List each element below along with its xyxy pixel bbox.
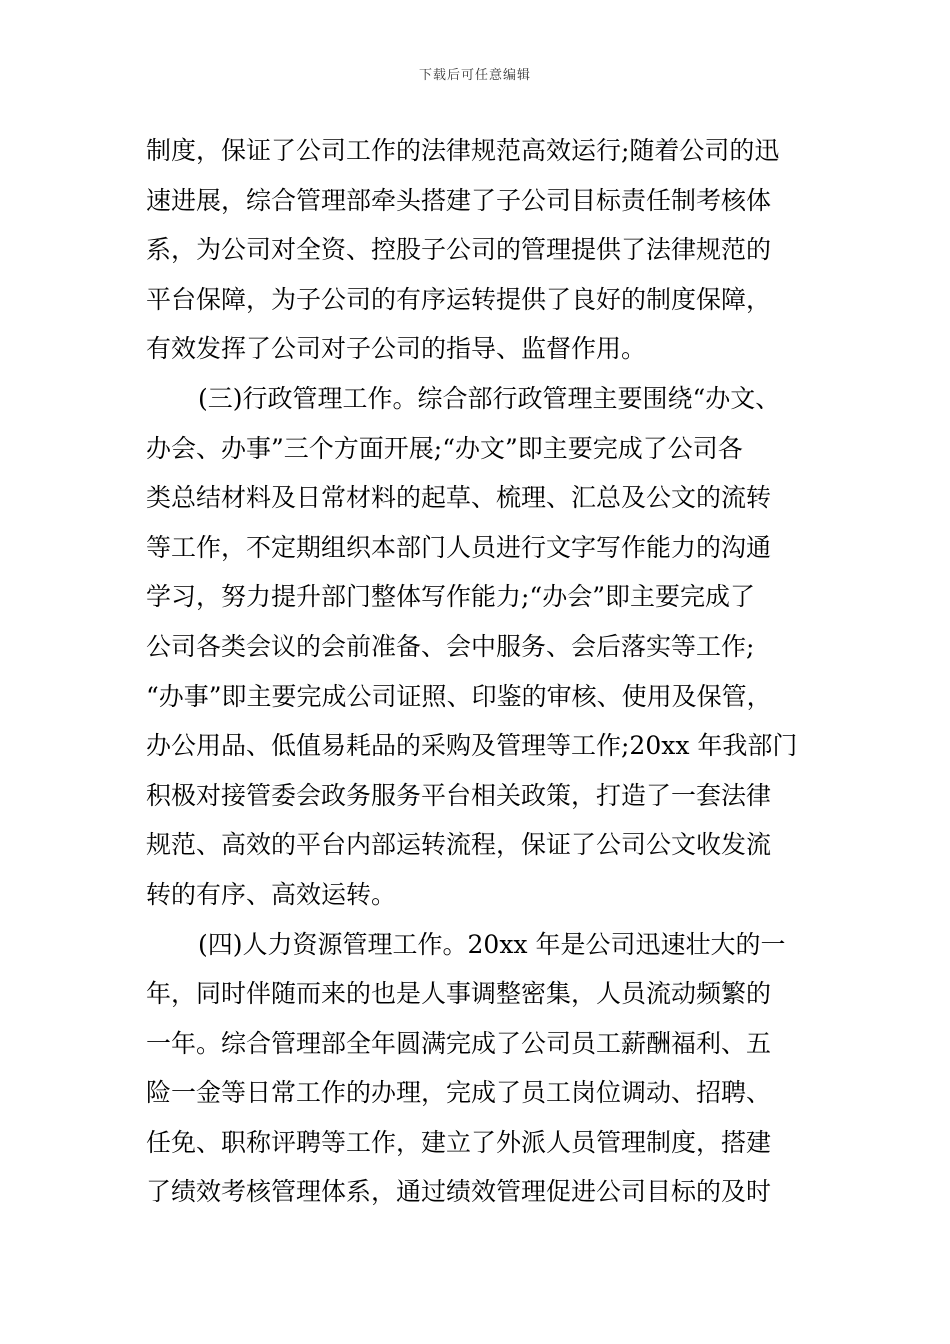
text-line: 了绩效考核管理体系，通过绩效管理促进公司目标的及时 xyxy=(146,1177,772,1207)
text-line: 有效发挥了公司对子公司的指导、监督作用。 xyxy=(146,334,647,364)
text-line: 学习，努力提升部门整体写作能力;“办会”即主要完成了 xyxy=(146,582,755,612)
text-line: 公司各类会议的会前准备、会中服务、会后落实等工作; xyxy=(146,631,755,661)
text-line: 险一金等日常工作的办理，完成了员工岗位调动、招聘、 xyxy=(146,1078,772,1108)
text-line: 转的有序、高效运转。 xyxy=(146,879,397,909)
text-line: 制度，保证了公司工作的法律规范高效运行;随着公司的迅 xyxy=(146,136,780,165)
text-line: 积极对接管委会政务服务平台相关政策，打造了一套法律 xyxy=(146,780,772,810)
text-line: 速进展，综合管理部牵头搭建了子公司目标责任制考核体 xyxy=(146,185,772,215)
section-3-heading-line: (三)行政管理工作。综合部行政管理主要围绕“办文、 xyxy=(198,383,781,413)
header-note: 下载后可任意编辑 xyxy=(418,68,531,83)
text-line: 任免、职称评聘等工作，建立了外派人员管理制度，搭建 xyxy=(146,1127,772,1157)
text-line: 平台保障，为子公司的有序运转提供了良好的制度保障， xyxy=(146,284,772,314)
section-4-heading-line: (四)人力资源管理工作。20xx 年是公司迅速壮大的一 xyxy=(198,929,786,959)
text-line: “办事”即主要完成公司证照、印鉴的审核、使用及保管， xyxy=(146,681,772,711)
text-line: 年，同时伴随而来的也是人事调整密集，人员流动频繁的 xyxy=(146,979,772,1009)
text-line: 等工作，不定期组织本部门人员进行文字写作能力的沟通 xyxy=(146,532,772,562)
text-line: 办会、办事”三个方面开展;“办文”即主要完成了公司各 xyxy=(146,433,743,463)
text-line: 一年。综合管理部全年圆满完成了公司员工薪酬福利、五 xyxy=(146,1028,772,1058)
text-line: 系，为公司对全资、控股子公司的管理提供了法律规范的 xyxy=(146,235,772,265)
text-line: 规范、高效的平台内部运转流程，保证了公司公文收发流 xyxy=(146,830,772,860)
text-line: 办公用品、低值易耗品的采购及管理等工作;20xx 年我部门 xyxy=(146,731,798,761)
text-line: 类总结材料及日常材料的起草、梳理、汇总及公文的流转 xyxy=(146,483,772,513)
body-text xyxy=(146,126,806,1217)
